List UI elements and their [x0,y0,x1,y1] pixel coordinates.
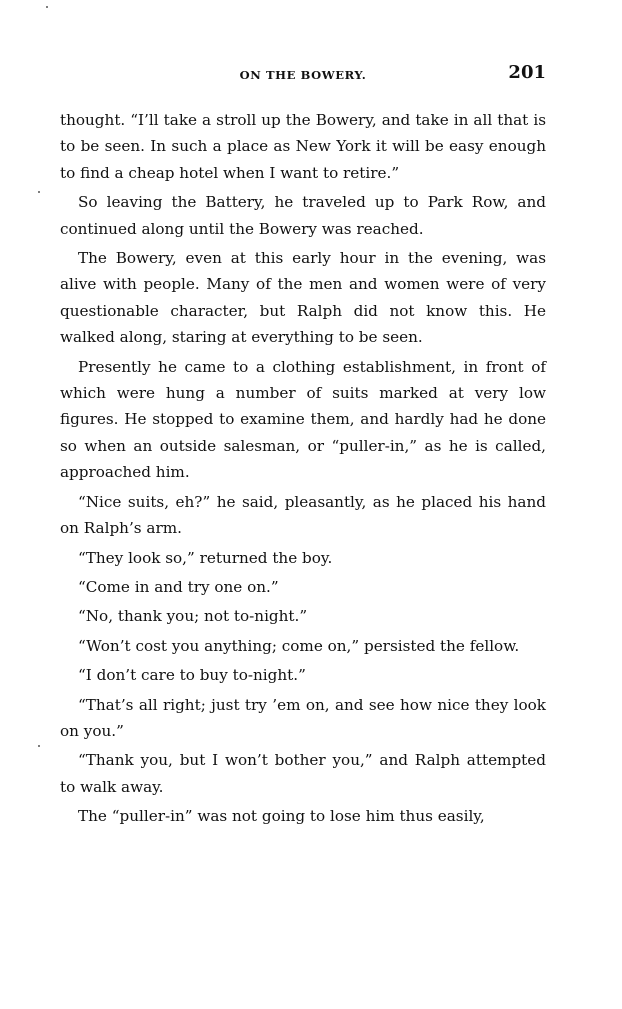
paragraph: thought. “I’ll take a stroll up the Bowery, and take in all that is to be seen. In such a place as New York it will be easy enough to find a cheap hotel when I want to retire.” [60,111,546,182]
page-number: 201 [508,62,546,83]
paragraph: “That’s all right; just try ’em on, and see how nice they look on you.” [60,695,546,740]
paragraph: “No, thank you; not to-night.” [78,607,308,626]
paragraph: The Bowery, even at this early hour in the evening, was alive with people. Many of the men and women were of very questionable character, but Ralph did not know this. He walked along, staring at everything to be seen. [60,249,546,347]
paragraph: “Nice suits, eh?” he said, pleasantly, as he placed his hand on Ralph’s arm. [60,492,546,538]
paragraph: The “puller-in” was not going to lose him thus easily, [78,807,485,826]
paragraph: Presently he came to a clothing establishment, in front of which were hung a number of suits marked at very low figures. He stopped to examine them, and hardly had he done so when an outside salesman, or “puller-in,” as he is called, approached him. [60,357,546,482]
paragraph: “Won’t cost you anything; come on,” persisted the fellow. [78,636,520,655]
running-title: ON THE BOWERY. [239,68,367,82]
paragraph: So leaving the Battery, he traveled up to Park Row, and continued along until the Bowery was reached. [60,193,546,238]
page-header [60,62,546,86]
scan-speck [38,191,40,193]
paragraph: “Thank you, but I won’t bother you,” and Ralph attempted to walk away. [60,751,546,796]
scan-speck [38,745,40,747]
scan-speck [46,6,48,8]
paragraph: “Come in and try one on.” [78,577,279,596]
paragraph: “They look so,” returned the boy. [78,548,333,567]
paragraph: “I don’t care to buy to-night.” [78,666,306,685]
body-text [60,107,546,833]
